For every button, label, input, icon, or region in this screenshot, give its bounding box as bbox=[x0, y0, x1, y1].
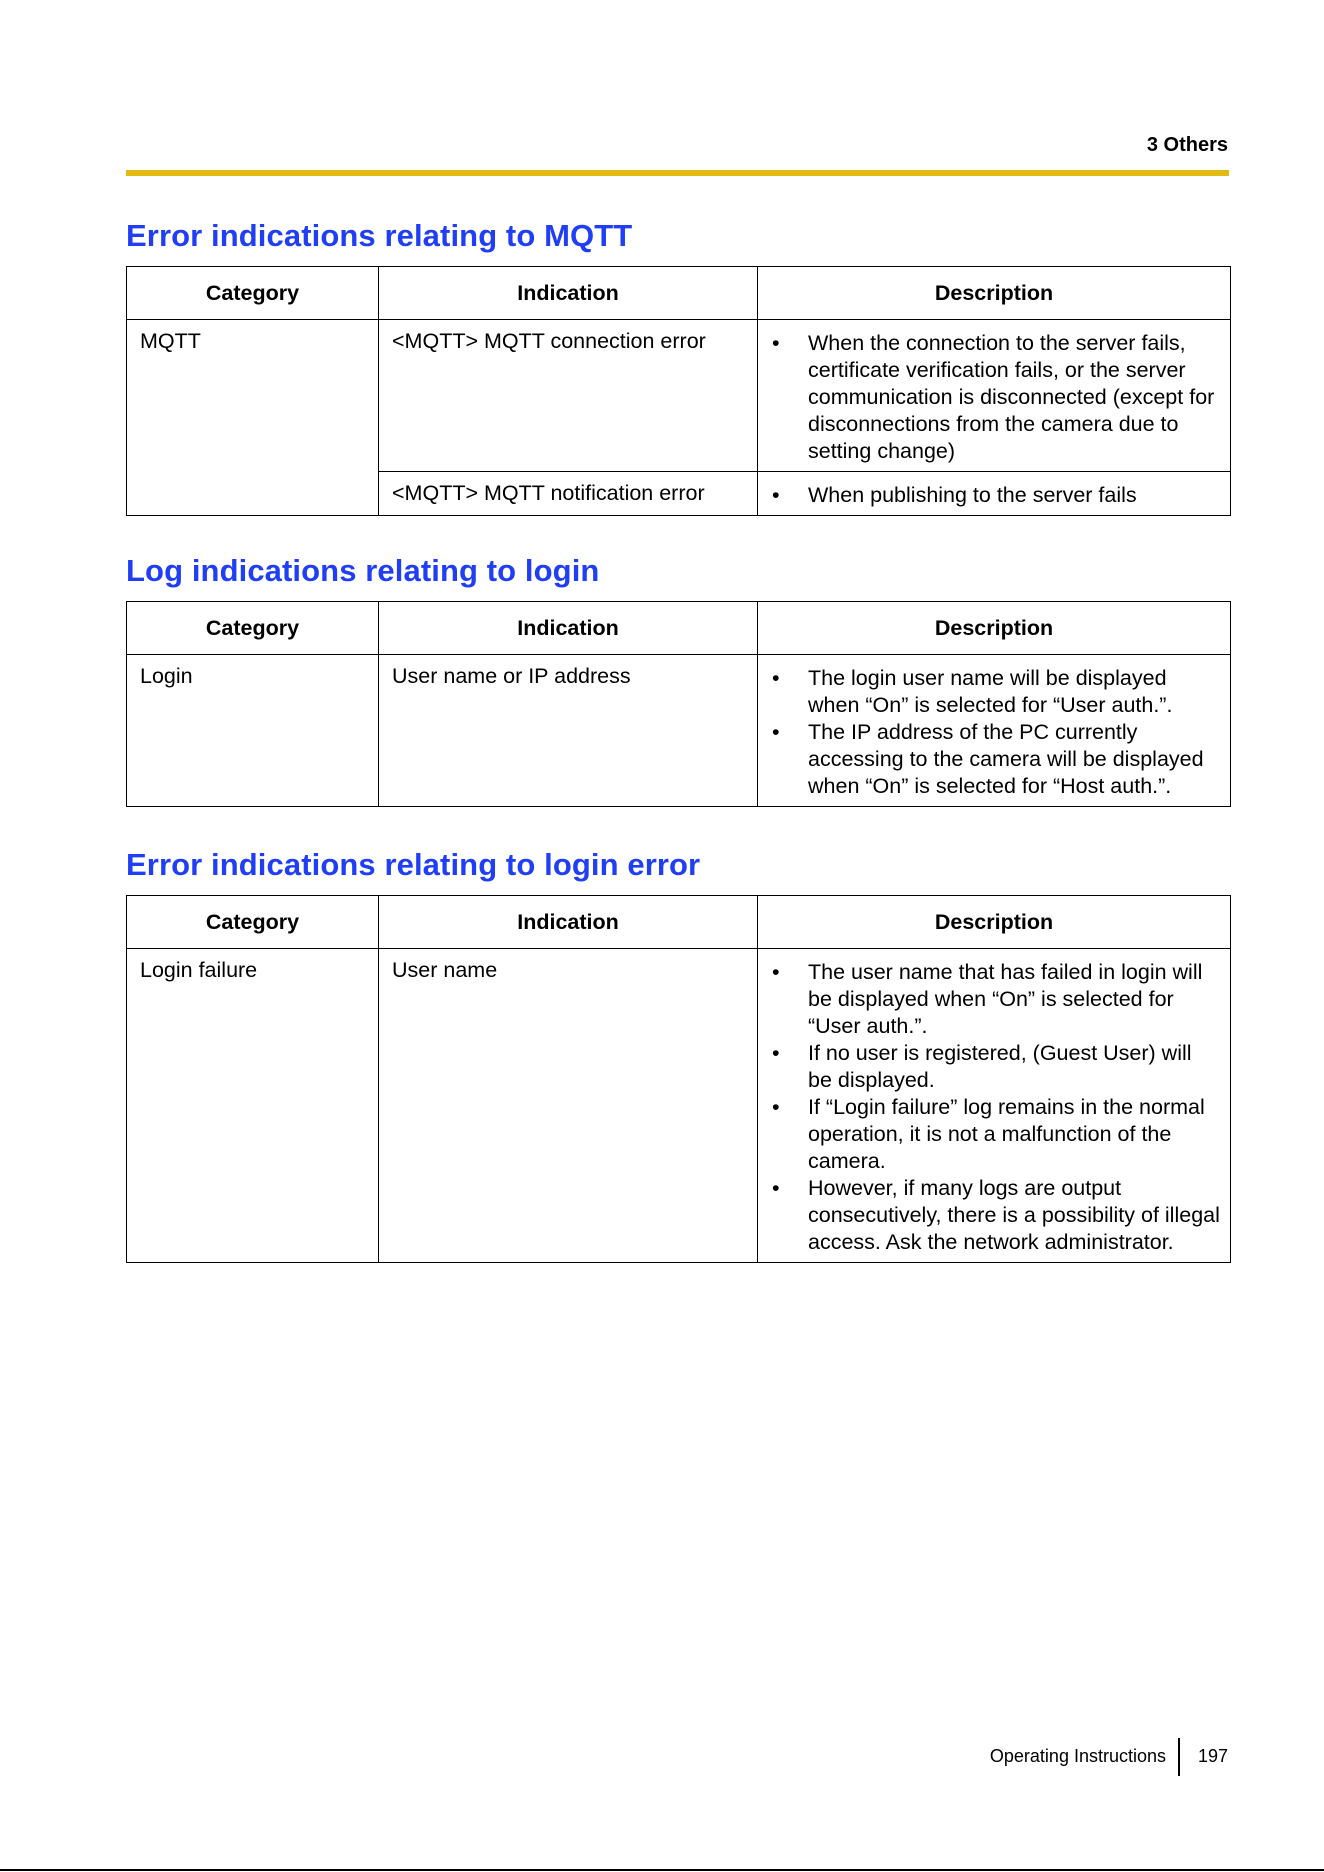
column-header-category: Category bbox=[127, 267, 379, 320]
table-header-row bbox=[127, 602, 1231, 655]
section-title-login: Log indications relating to login bbox=[126, 553, 600, 588]
column-header-indication: Indication bbox=[379, 267, 758, 320]
description-cell bbox=[758, 655, 1231, 807]
column-header-description: Description bbox=[758, 896, 1231, 949]
column-header-indication: Indication bbox=[379, 602, 758, 655]
list-item: • However, if many logs are output consecutively, there is a possibility of illegal access. Ask the network administrator. bbox=[768, 1175, 1220, 1256]
column-header-description: Description bbox=[758, 602, 1231, 655]
list-item: • If “Login failure” log remains in the normal operation, it is not a malfunction of the camera. bbox=[768, 1094, 1220, 1175]
list-item: • The login user name will be displayed when “On” is selected for “User auth.”. bbox=[768, 665, 1220, 719]
indication-cell: User name bbox=[379, 949, 758, 1263]
page-bottom-line bbox=[0, 1869, 1324, 1871]
description-cell bbox=[758, 949, 1231, 1263]
login-error-table bbox=[126, 895, 1231, 1263]
description-list bbox=[768, 482, 1220, 509]
login-log-table bbox=[126, 601, 1231, 807]
description-list bbox=[768, 330, 1220, 465]
mqtt-error-table bbox=[126, 266, 1231, 516]
section-title-mqtt: Error indications relating to MQTT bbox=[126, 218, 633, 253]
column-header-description: Description bbox=[758, 267, 1231, 320]
footer-document-label: Operating Instructions bbox=[989, 1746, 1166, 1766]
table-row bbox=[127, 949, 1231, 1263]
category-cell: MQTT bbox=[127, 320, 379, 516]
category-cell: Login bbox=[127, 655, 379, 807]
indication-cell: <MQTT> MQTT notification error bbox=[379, 472, 758, 516]
list-item: • When publishing to the server fails bbox=[768, 482, 1220, 509]
page-number: 197 bbox=[1198, 1746, 1229, 1766]
column-header-category: Category bbox=[127, 896, 379, 949]
table-header-row bbox=[127, 896, 1231, 949]
list-item: • When the connection to the server fails, certificate verification fails, or the server communication is disconnected (except for disconnections from the camera due to setting change) bbox=[768, 330, 1220, 465]
description-cell bbox=[758, 320, 1231, 472]
column-header-category: Category bbox=[127, 602, 379, 655]
section-title-login-error: Error indications relating to login error bbox=[126, 847, 701, 882]
table-row bbox=[127, 320, 1231, 472]
footer-divider bbox=[1178, 1738, 1180, 1776]
table-row bbox=[127, 655, 1231, 807]
list-item: • If no user is registered, (Guest User) will be displayed. bbox=[768, 1040, 1220, 1094]
list-item: • The IP address of the PC currently accessing to the camera will be displayed when “On” is selected for “Host auth.”. bbox=[768, 719, 1220, 800]
column-header-indication: Indication bbox=[379, 896, 758, 949]
chapter-heading: 3 Others bbox=[1146, 134, 1228, 156]
table-header-row bbox=[127, 267, 1231, 320]
list-item: • The user name that has failed in login will be displayed when “On” is selected for “User auth.”. bbox=[768, 959, 1220, 1040]
category-cell: Login failure bbox=[127, 949, 379, 1263]
header-rule bbox=[126, 170, 1229, 176]
description-list bbox=[768, 665, 1220, 800]
indication-cell: User name or IP address bbox=[379, 655, 758, 807]
description-cell bbox=[758, 472, 1231, 516]
indication-cell: <MQTT> MQTT connection error bbox=[379, 320, 758, 472]
description-list bbox=[768, 959, 1220, 1256]
